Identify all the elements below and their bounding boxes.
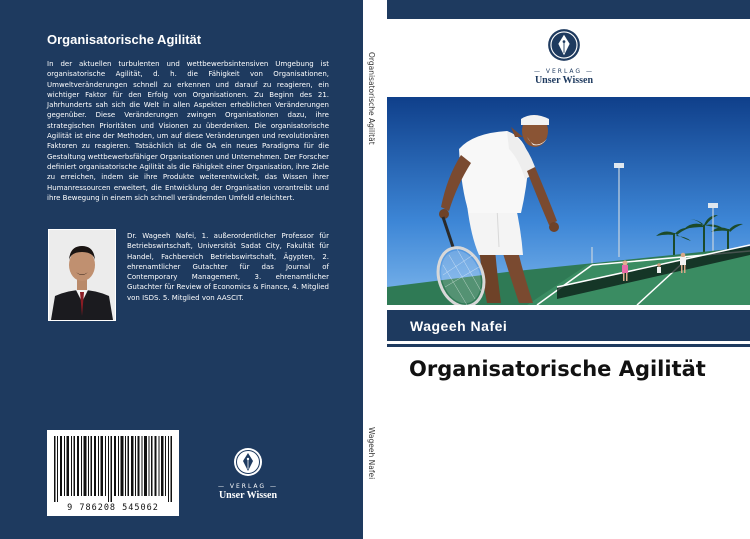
spine-author: Wageeh Nafei: [367, 427, 376, 480]
publisher-logo-back: [212, 447, 284, 501]
fountain-pen-nib-icon: [233, 447, 263, 477]
cover-photo: [387, 97, 750, 305]
front-divider-line: [387, 344, 750, 347]
publisher-name: Unser Wissen: [534, 75, 594, 86]
publisher-verlag-label: — VERLAG —: [217, 483, 278, 490]
front-cover-title: Organisatorische Agilität: [409, 357, 706, 381]
tennis-player-illustration: [387, 97, 750, 305]
author-portrait-image: [49, 230, 115, 320]
barcode: [47, 430, 179, 516]
front-author-band: [387, 310, 750, 341]
publisher-name: Unser Wissen: [218, 490, 278, 501]
isbn-number: 9 786208 545062: [67, 503, 159, 513]
front-author-name: Wageeh Nafei: [410, 318, 508, 334]
publisher-logo-front: [526, 28, 602, 86]
back-cover-title: Organisatorische Agilität: [47, 32, 202, 47]
back-cover-blurb: In der aktuellen turbulenten und wettbewerbsintensiven Umgebung ist organisatorische Agilität, d. h. die Fähigkeit von Organisationen, Umweltveränderungen schnell zu erkennen und darauf zu reagieren, ein wichtiger Faktor für den Erfolg von Organisationen. Zu Beginn des 21. Jahrhunderts sah sich die Welt in allen Aspekten erheblichen Veränderungen gegenüber. Diese Veränderungen zwingen Organisationen dazu, ihre strategischen Prioritäten und Visionen zu überdenken. Die organisatorische Agilität ist eine der Methoden, um auf diese Veränderungen und revolutionären Faktoren zu reagieren. Tatsächlich ist die OA ein neues Paradigma für die Gestaltung wettbewerbsfähiger Organisationen und Unternehmen. Der Forscher definiert organisatorische Agilität als die Fähigkeit einer Organisation, ihre Ziele zu erreichen, indem sie ihre Produkte weiterentwickelt, das Wissen ihrer Humanressourcen erweitert, die Entwicklung der Organisation vorantreibt und ihre Bewegung in einem sich schnell verändernden Umfeld erleichtert.: [47, 60, 329, 202]
back-cover: [0, 0, 363, 539]
spine-title: Organisatorische Agilität: [367, 52, 376, 145]
fountain-pen-nib-icon: [547, 28, 581, 62]
front-top-band: [387, 0, 750, 19]
author-bio: Dr. Wageeh Nafei, 1. außerordentlicher Professor für Betriebswirtschaft, Universität Sadat City, Fakultät für Handel, Fachbereich Betriebswirtschaft, Ägypten, 2. ehrenamtlicher Gutachter für das Journal of Contemporary Management, 3. ehrenamtlicher Gutachter für Review of Economics & Finance, 4. Mitglied von ISDS. 5. Mitglied von AASCIT.: [127, 232, 329, 302]
barcode-bars-icon: [52, 436, 174, 502]
author-photo: [48, 229, 116, 321]
publisher-verlag-label: — VERLAG —: [533, 68, 594, 75]
